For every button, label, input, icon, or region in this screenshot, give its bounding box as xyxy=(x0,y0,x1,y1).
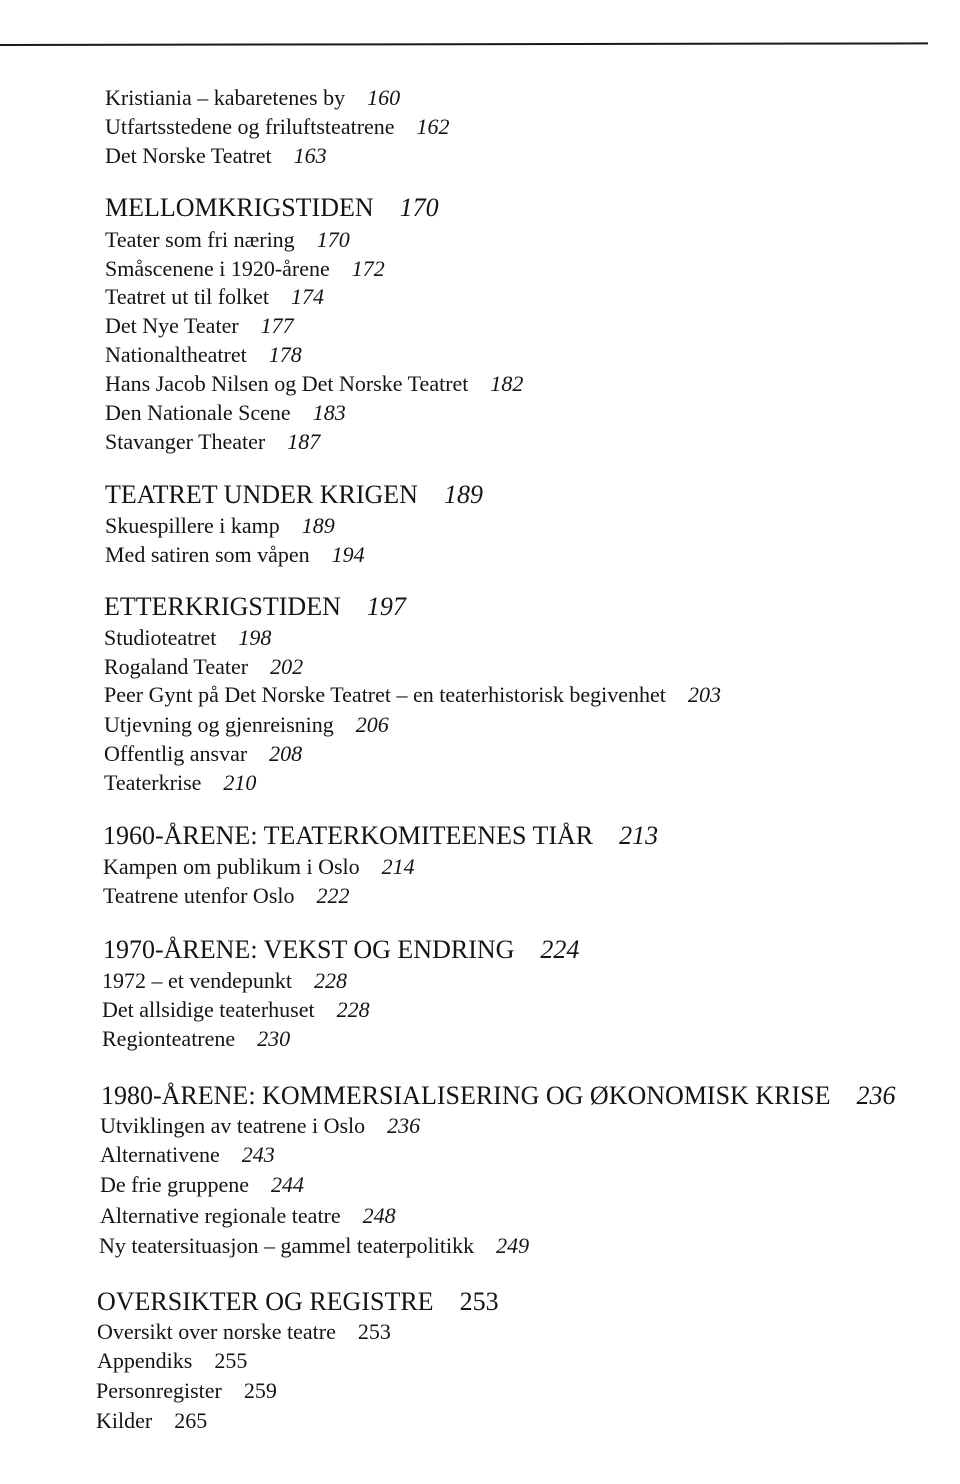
section-page: 236 xyxy=(856,1081,896,1110)
entry-page: 183 xyxy=(312,400,346,425)
entry-title: Oversikt over norske teatre xyxy=(97,1319,336,1344)
toc-section-heading xyxy=(103,820,658,852)
entry-page: 182 xyxy=(490,371,524,396)
entry-page: 222 xyxy=(316,883,350,908)
toc-entry xyxy=(104,680,721,709)
section-title: MELLOMKRIGSTIDEN xyxy=(105,193,374,222)
entry-title: Utjevning og gjenreisning xyxy=(104,712,334,737)
section-title: ETTERKRIGSTIDEN xyxy=(104,592,341,621)
entry-title: Stavanger Theater xyxy=(105,429,266,454)
entry-title: Teatrene utenfor Oslo xyxy=(103,883,295,908)
toc-entry xyxy=(105,540,365,569)
toc-entry xyxy=(105,511,335,540)
toc-entry xyxy=(100,1111,420,1140)
toc-entry xyxy=(99,1231,529,1260)
toc-entry xyxy=(105,254,385,283)
entry-page: 236 xyxy=(387,1113,421,1138)
entry-page: 172 xyxy=(351,256,385,281)
entry-title: Det Norske Teatret xyxy=(105,143,272,168)
toc-entry xyxy=(105,369,523,398)
entry-title: Studioteatret xyxy=(104,625,217,650)
entry-title: Alternative regionale teatre xyxy=(100,1203,341,1228)
toc-entry xyxy=(105,112,450,141)
entry-title: Hans Jacob Nilsen og Det Norske Teatret xyxy=(105,371,469,396)
entry-page: 177 xyxy=(260,313,294,338)
entry-title: Kristiania – kabaretenes by xyxy=(105,85,346,110)
entry-page: 249 xyxy=(496,1233,530,1258)
entry-title: Kampen om publikum i Oslo xyxy=(103,854,360,879)
entry-page: 187 xyxy=(287,429,321,454)
toc-entry xyxy=(104,623,271,652)
entry-title: Det Nye Teater xyxy=(105,313,239,338)
entry-title: Appendiks xyxy=(97,1348,193,1373)
entry-title: Teater som fri næring xyxy=(105,227,295,252)
section-page: 224 xyxy=(540,935,580,964)
entry-page: 206 xyxy=(355,712,389,737)
entry-title: Småscenene i 1920-årene xyxy=(105,256,330,281)
entry-title: Nationaltheatret xyxy=(105,342,247,367)
section-page: 213 xyxy=(619,821,659,850)
entry-page: 178 xyxy=(268,342,302,367)
toc-section-heading xyxy=(105,479,483,511)
toc-entry xyxy=(104,710,389,739)
section-title: TEATRET UNDER KRIGEN xyxy=(105,480,418,509)
entry-title: Teatret ut til folket xyxy=(105,284,270,309)
toc-entry xyxy=(105,340,302,369)
entry-page: 160 xyxy=(367,85,401,110)
section-page: 189 xyxy=(443,480,483,509)
toc-entry xyxy=(100,1140,275,1169)
entry-page: 228 xyxy=(314,968,348,993)
section-title: 1970-ÅRENE: VEKST OG ENDRING xyxy=(103,935,515,964)
section-page: 253 xyxy=(459,1287,499,1316)
entry-page: 189 xyxy=(301,513,335,538)
section-title: OVERSIKTER OG REGISTRE xyxy=(97,1287,434,1316)
entry-title: Rogaland Teater xyxy=(104,654,249,679)
toc-entry xyxy=(105,398,346,427)
entry-page: 253 xyxy=(357,1319,391,1344)
entry-page: 198 xyxy=(238,625,272,650)
entry-page: 203 xyxy=(687,682,721,707)
entry-title: Den Nationale Scene xyxy=(105,400,291,425)
toc-entry xyxy=(96,1376,277,1405)
toc-entry xyxy=(105,311,294,340)
entry-title: Peer Gynt på Det Norske Teatret – en teaterhistorisk begivenhet xyxy=(104,682,666,707)
entry-title: Alternativene xyxy=(100,1142,220,1167)
entry-title: Ny teatersituasjon – gammel teaterpolitikk xyxy=(99,1233,475,1258)
toc-entry xyxy=(102,995,370,1024)
toc-entry xyxy=(105,225,350,254)
toc-entry xyxy=(105,427,320,456)
entry-title: Med satiren som våpen xyxy=(105,542,310,567)
toc-entry xyxy=(105,83,400,112)
entry-page: 248 xyxy=(362,1203,396,1228)
top-rule xyxy=(0,42,928,46)
toc-entry xyxy=(104,739,302,768)
entry-page: 228 xyxy=(336,997,370,1022)
toc-entry xyxy=(97,1346,247,1375)
toc-entry xyxy=(97,1317,391,1346)
entry-title: Offentlig ansvar xyxy=(104,741,248,766)
entry-title: Det allsidige teaterhuset xyxy=(102,997,315,1022)
section-page: 197 xyxy=(366,592,406,621)
toc-entry xyxy=(103,852,415,881)
entry-page: 202 xyxy=(270,654,304,679)
entry-page: 210 xyxy=(223,770,257,795)
entry-page: 259 xyxy=(243,1378,277,1403)
entry-title: Regionteatrene xyxy=(102,1026,236,1051)
toc-entry xyxy=(105,141,327,170)
toc-entry xyxy=(96,1406,207,1435)
section-page: 170 xyxy=(399,193,439,222)
toc-entry xyxy=(105,282,324,311)
toc-entry xyxy=(104,652,303,681)
entry-page: 194 xyxy=(331,542,365,567)
entry-page: 174 xyxy=(291,284,325,309)
entry-title: 1972 – et vendepunkt xyxy=(102,968,293,993)
entry-title: Teaterkrise xyxy=(104,770,202,795)
section-title: 1980-ÅRENE: KOMMERSIALISERING OG ØKONOMISK KRISE xyxy=(101,1081,831,1110)
entry-page: 230 xyxy=(257,1026,291,1051)
entry-page: 163 xyxy=(293,143,327,168)
entry-title: Utviklingen av teatrene i Oslo xyxy=(100,1113,366,1138)
entry-title: Utfartsstedene og friluftsteatrene xyxy=(105,114,395,139)
toc-section-heading xyxy=(103,934,579,966)
entry-page: 208 xyxy=(269,741,303,766)
toc-entry xyxy=(100,1201,396,1230)
entry-title: Skuespillere i kamp xyxy=(105,513,280,538)
entry-page: 265 xyxy=(174,1408,208,1433)
entry-page: 214 xyxy=(381,854,415,879)
section-title: 1960-ÅRENE: TEATERKOMITEENES TIÅR xyxy=(103,821,594,850)
toc-section-heading xyxy=(101,1080,895,1112)
toc-section-heading xyxy=(105,192,439,224)
entry-title: Kilder xyxy=(96,1408,153,1433)
toc-entry xyxy=(100,1170,304,1199)
toc-entry xyxy=(104,768,256,797)
toc-entry xyxy=(103,881,350,910)
entry-page: 162 xyxy=(416,114,450,139)
entry-page: 255 xyxy=(214,1348,248,1373)
entry-page: 243 xyxy=(241,1142,275,1167)
entry-page: 170 xyxy=(316,227,350,252)
toc-entry xyxy=(102,966,347,995)
toc-section-heading xyxy=(104,591,406,623)
entry-page: 244 xyxy=(271,1172,305,1197)
entry-title: Personregister xyxy=(96,1378,222,1403)
toc-entry xyxy=(102,1024,290,1053)
entry-title: De frie gruppene xyxy=(100,1172,250,1197)
toc-section-heading xyxy=(97,1286,499,1318)
